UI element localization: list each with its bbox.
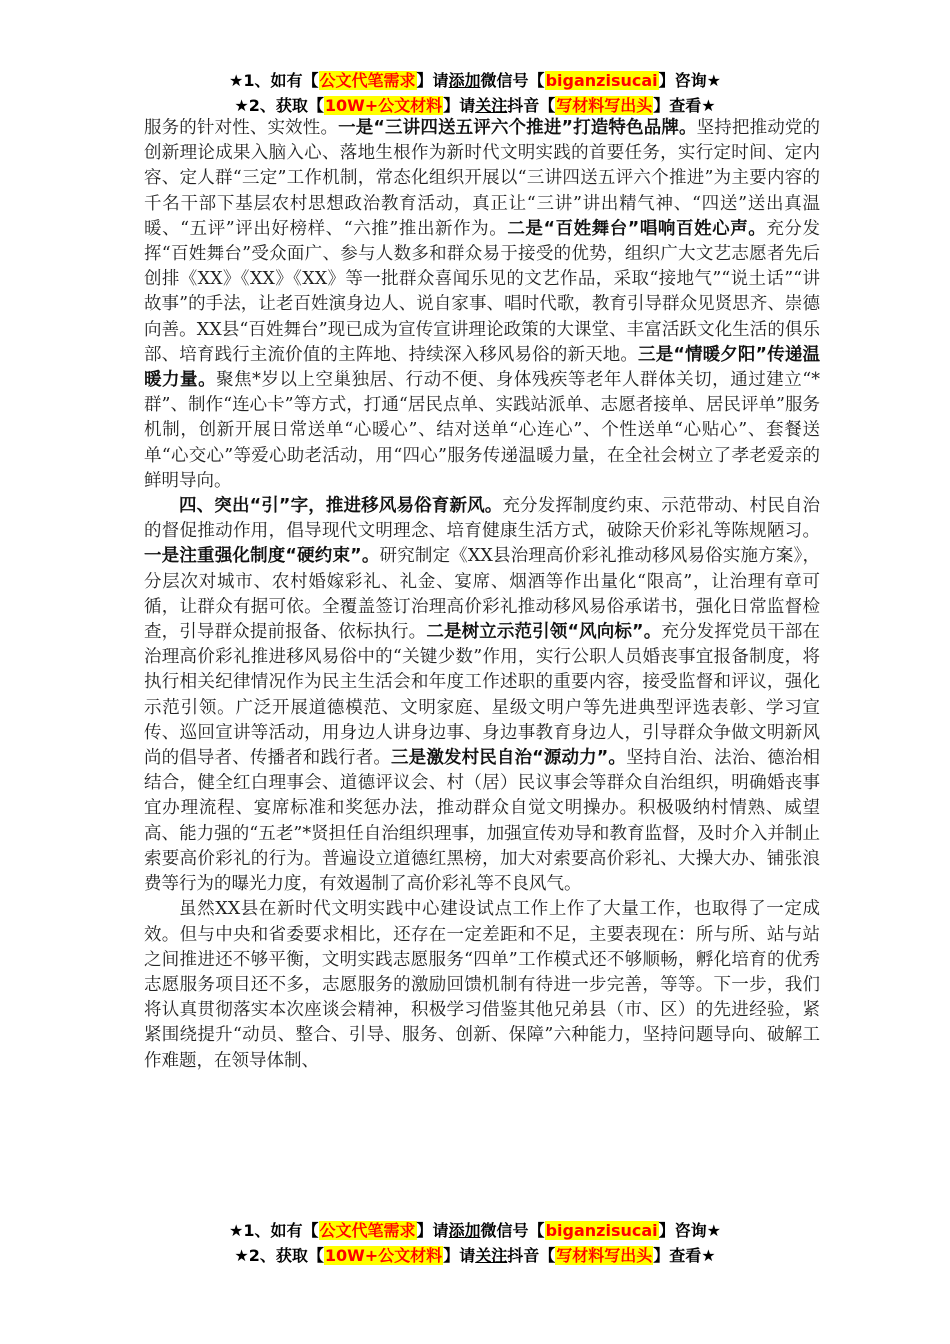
banner-text: 微信号【 [480,71,545,90]
highlight-materials: 10W+公文材料 [324,1246,443,1265]
highlight-wechat-id: biganzisucai [545,71,658,90]
body-text: 虽然XX县在新时代文明实践中心建设试点工作上作了大量工作，也取得了一定成效。但与中央和省委要求相比，还存在一定差距和不足，主要表现在：所与所、站与站之间推进还不够平衡，文明实践志愿服务“四单”工作模式还不够顺畅，孵化培育的优秀志愿服务项目还不多，志愿服务的激励回馈机制有待进一步完善，等等。下一步，我们将认真贯彻落实本次座谈会精神，积极学习借鉴其他兄弟县（市、区）的先进经验，紧紧围绕提升“动员、整合、引导、服务、创新、保障”六种能力，坚持问题导向、破解工作难题，在领导体制、 [144,899,820,1071]
subheading: 三是激发村民自治“源动力”。 [391,748,627,769]
highlight-wechat-id: biganzisucai [545,1221,658,1240]
body-text: 坚持把推动党的创新理论成果入脑入心、落地生根作为新时代文明实践的首要任务，实行定时间、定内容、定人群“三定”工作机制，常态化组织开展以“三讲四送五评六个推进”为主要内容的千名干部下基层农村思想政治教育活动，真正让“三讲”讲出精气神、“四送”送出真温暖、“五评”评出好榜样、“六推”推出新作为。 [144,118,820,239]
banner-emphasis: 添加 [448,71,481,90]
subheading: 三是“情暖夕阳”传递温暖力量。 [144,344,820,391]
banner-text: 抖音【 [507,1246,556,1265]
banner-text: 】查看★ [653,1246,716,1265]
header-banner [0,68,950,118]
banner-text: ★2、获取【 [234,1246,324,1265]
banner-text: 抖音【 [507,96,556,115]
body-text: 充分发挥党员干部在治理高价彩礼推进移风易俗中的“关键少数”作用，实行公职人员婚丧事宜报备制度，将执行相关纪律情况作为民主生活会和年度工作述职的重要内容，接受监督和评议，强化示范引领。广泛开展道德模范、文明家庭、星级文明户等先进典型评选表彰、学习宣传、巡回宣讲等活动，用身边人讲身边事、身边事教育身边人，引导群众争做文明新风尚的倡导者、传播者和践行者。 [144,622,820,769]
banner-text: 】咨询★ [658,71,721,90]
paragraph-3 [144,897,820,1073]
highlight-service: 公文代笔需求 [319,71,416,90]
subheading: 二是“百姓舞台”唱响百姓心声。 [507,218,767,239]
subheading: 二是树立示范引领“风向标”。 [426,622,662,643]
banner-text: ★1、如有【 [229,1221,319,1240]
highlight-service: 公文代笔需求 [319,1221,416,1240]
body-text: 坚持自治、法治、德治相结合，健全红白理事会、道德评议会、村（居）民议事会等群众自治组织，明确婚丧事宜办理流程、宴席标准和奖惩办法，推动群众自觉文明操办。积极吸纳村情熟、威望高、能力强的“五老”*贤担任自治组织理事，加强宣传劝导和教育监督，及时介入并制止索要高价彩礼的行为。普遍设立道德红黑榜，加大对索要高价彩礼、大操大办、铺张浪费等行为的曝光力度，有效遏制了高价彩礼等不良风气。 [144,748,820,895]
subheading: 一是注重强化制度“硬约束”。 [144,546,380,567]
footer-banner [0,1218,950,1268]
section-heading: 四、突出“引”字，推进移风易俗育新风。 [179,496,503,517]
banner-text: 】请 [416,1221,449,1240]
body-text: 研究制定《XX县治理高价彩礼推动移风易俗实施方案》，分层次对城市、农村婚嫁彩礼、礼金、宴席、烟酒等作出量化“限高”，让治理有章可循，让群众有据可依。全覆盖签订治理高价彩礼推动移风易俗承诺书，强化日常监督检查，引导群众提前报备、依标执行。 [144,546,820,643]
banner-line-1 [0,68,950,93]
paragraph-1 [144,116,820,494]
body-text: 聚焦*岁以上空巢独居、行动不便、身体残疾等老年人群体关切，通过建立“*群”、制作“连心卡”等方式，打通“居民点单、实践站派单、志愿者接单、居民评单”服务机制，创新开展日常送单“心暖心”、结对送单“心连心”、个性送单“心贴心”、套餐送单“心交心”等爱心助老活动，用“四心”服务传递温暖力量，在全社会树立了孝老爱亲的鲜明导向。 [144,370,820,491]
body-text: 服务的针对性、实效性。 [144,118,339,138]
banner-text: 】咨询★ [658,1221,721,1240]
paragraph-2 [144,494,820,897]
banner-text: 微信号【 [480,1221,545,1240]
highlight-douyin: 写材料写出头 [556,96,653,115]
highlight-douyin: 写材料写出头 [556,1246,653,1265]
body-text: 充分发挥“百姓舞台”受众面广、参与人数多和群众易于接受的优势，组织广大文艺志愿者先后创排《XX》《XX》《XX》等一批群众喜闻乐见的文艺作品，采取“接地气”“说土话”“讲故事”的手法，让老百姓演身边人、说自家事、唱时代歌，教育引导群众见贤思齐、崇德向善。XX县“百姓舞台”现已成为宣传宣讲理论政策的大课堂、丰富活跃文化生活的俱乐部、培育践行主流价值的主阵地、持续深入移风易俗的新天地。 [144,218,820,365]
banner-line-2 [0,93,950,118]
document-body [144,116,820,1172]
banner-line-2 [0,1243,950,1268]
banner-emphasis: 添加 [448,1221,481,1240]
banner-line-1 [0,1218,950,1243]
banner-emphasis: 关注 [475,96,508,115]
banner-text: ★2、获取【 [234,96,324,115]
body-text: 充分发挥制度约束、示范带动、村民自治的督促推动作用，倡导现代文明理念、培育健康生活方式，破除天价彩礼等陈规陋习。 [144,496,820,542]
banner-emphasis: 关注 [475,1246,508,1265]
banner-text: 】请 [416,71,449,90]
banner-text: 】请 [443,96,476,115]
banner-text: ★1、如有【 [229,71,319,90]
subheading: 一是“三讲四送五评六个推进”打造特色品牌。 [338,118,697,138]
highlight-materials: 10W+公文材料 [324,96,443,115]
banner-text: 】请 [443,1246,476,1265]
banner-text: 】查看★ [653,96,716,115]
